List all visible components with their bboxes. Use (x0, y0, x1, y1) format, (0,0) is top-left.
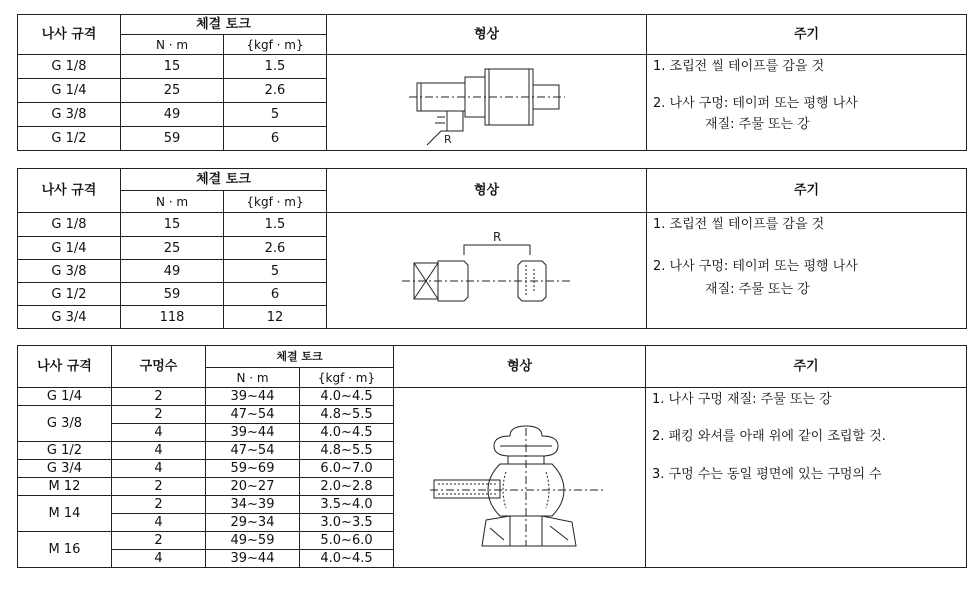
note-line-3: 3. 구멍 수는 동일 평면에 있는 구멍의 수 (652, 466, 882, 482)
nm-cell: 20~27 (206, 478, 300, 496)
kgf-cell: 2.0~2.8 (300, 478, 394, 496)
header-shape: 형상 (327, 15, 647, 55)
hole-count-cell: 2 (112, 532, 206, 550)
thread-spec-cell: G 3/8 (18, 103, 121, 127)
header-shape: 형상 (394, 346, 646, 388)
note-line-3: 재질: 주물 또는 강 (705, 281, 810, 297)
note-line-1: 1. 조립전 씰 테이프를 감을 것 (653, 59, 825, 74)
header-torque: 체결 토크 (206, 346, 394, 368)
shape-cell (327, 55, 647, 151)
header-kgf: {kgf · m} (224, 35, 327, 55)
header-note: 주기 (647, 15, 967, 55)
kgf-cell: 4.0~4.5 (300, 388, 394, 406)
thread-spec-cell: G 3/4 (18, 306, 121, 329)
kgf-cell: 2.6 (224, 79, 327, 103)
header-torque: 체결 토크 (121, 169, 327, 191)
header-nm: N · m (206, 368, 300, 388)
thread-spec-cell: G 1/2 (18, 283, 121, 306)
hole-count-cell: 4 (112, 442, 206, 460)
nm-cell: 59 (121, 283, 224, 306)
kgf-cell: 5 (224, 260, 327, 283)
thread-spec-cell: G 1/4 (18, 388, 112, 406)
hole-count-cell: 4 (112, 460, 206, 478)
taper-label: R (492, 229, 501, 244)
hole-count-cell: 2 (112, 496, 206, 514)
thread-spec-cell: G 3/8 (18, 406, 112, 442)
banjo-fitting-drawing (430, 408, 610, 548)
kgf-cell: 1.5 (224, 213, 327, 237)
kgf-cell: 3.5~4.0 (300, 496, 394, 514)
torque-table-2 (17, 168, 967, 329)
header-torque: 체결 토크 (121, 15, 327, 35)
hole-count-cell: 4 (112, 550, 206, 568)
nm-cell: 49~59 (206, 532, 300, 550)
note-line-2: 2. 패킹 와셔를 아래 위에 같이 조립할 것. (652, 429, 886, 445)
hole-count-cell: 4 (112, 514, 206, 532)
thread-spec-cell: M 16 (18, 532, 112, 568)
kgf-cell: 12 (224, 306, 327, 329)
header-nm: N · m (121, 35, 224, 55)
note-line-1: 1. 조립전 씰 테이프를 감을 것 (653, 217, 825, 232)
header-shape: 형상 (327, 169, 647, 213)
table-row (18, 388, 967, 406)
kgf-cell: 5 (224, 103, 327, 127)
nm-cell: 29~34 (206, 514, 300, 532)
table-row (18, 213, 967, 237)
nm-cell: 34~39 (206, 496, 300, 514)
note-cell (647, 55, 967, 151)
header-thread-spec: 나사 규격 (18, 346, 112, 388)
kgf-cell: 5.0~6.0 (300, 532, 394, 550)
kgf-cell: 6 (224, 283, 327, 306)
header-kgf: {kgf · m} (224, 191, 327, 213)
nm-cell: 15 (121, 213, 224, 237)
taper-label: R (443, 132, 452, 146)
nm-cell: 25 (121, 237, 224, 260)
nm-cell: 39~44 (206, 388, 300, 406)
torque-table-1 (17, 14, 967, 151)
note-line-2: 2. 나사 구멍: 테이퍼 또는 평행 나사 (653, 96, 858, 112)
kgf-cell: 6.0~7.0 (300, 460, 394, 478)
thread-spec-cell: G 1/4 (18, 237, 121, 260)
thread-spec-cell: M 12 (18, 478, 112, 496)
shape-cell (327, 213, 647, 329)
header-note: 주기 (647, 169, 967, 213)
note-line-2: 2. 나사 구멍: 테이퍼 또는 평행 나사 (653, 259, 858, 275)
kgf-cell: 4.0~4.5 (300, 550, 394, 568)
hole-count-cell: 2 (112, 406, 206, 424)
thread-spec-cell: G 1/8 (18, 55, 121, 79)
note-line-1: 1. 나사 구멍 재질: 주물 또는 강 (652, 392, 832, 407)
header-hole-count: 구멍수 (112, 346, 206, 388)
thread-spec-cell: G 1/4 (18, 79, 121, 103)
thread-spec-cell: G 1/8 (18, 213, 121, 237)
nm-cell: 59 (121, 127, 224, 151)
thread-spec-cell: G 1/2 (18, 127, 121, 151)
nm-cell: 49 (121, 260, 224, 283)
kgf-cell: 1.5 (224, 55, 327, 79)
nm-cell: 39~44 (206, 550, 300, 568)
shape-cell (394, 388, 646, 568)
kgf-cell: 2.6 (224, 237, 327, 260)
header-thread-spec: 나사 규격 (18, 169, 121, 213)
header-note: 주기 (646, 346, 967, 388)
hole-count-cell: 2 (112, 478, 206, 496)
kgf-cell: 4.8~5.5 (300, 442, 394, 460)
thread-spec-cell: G 3/8 (18, 260, 121, 283)
header-kgf: {kgf · m} (300, 368, 394, 388)
kgf-cell: 6 (224, 127, 327, 151)
note-cell (646, 388, 967, 568)
note-line-3: 재질: 주물 또는 강 (705, 116, 810, 132)
plug-fitting-drawing (402, 221, 572, 321)
nm-cell: 47~54 (206, 406, 300, 424)
table-row (18, 55, 967, 79)
nm-cell: 15 (121, 55, 224, 79)
union-fitting-drawing (407, 59, 567, 147)
hole-count-cell: 2 (112, 388, 206, 406)
kgf-cell: 4.0~4.5 (300, 424, 394, 442)
nm-cell: 25 (121, 79, 224, 103)
note-cell (647, 213, 967, 329)
nm-cell: 118 (121, 306, 224, 329)
nm-cell: 47~54 (206, 442, 300, 460)
nm-cell: 39~44 (206, 424, 300, 442)
torque-table-3 (17, 345, 967, 568)
thread-spec-cell: G 1/2 (18, 442, 112, 460)
thread-spec-cell: M 14 (18, 496, 112, 532)
kgf-cell: 3.0~3.5 (300, 514, 394, 532)
kgf-cell: 4.8~5.5 (300, 406, 394, 424)
nm-cell: 59~69 (206, 460, 300, 478)
nm-cell: 49 (121, 103, 224, 127)
thread-spec-cell: G 3/4 (18, 460, 112, 478)
header-nm: N · m (121, 191, 224, 213)
header-thread-spec: 나사 규격 (18, 15, 121, 55)
hole-count-cell: 4 (112, 424, 206, 442)
